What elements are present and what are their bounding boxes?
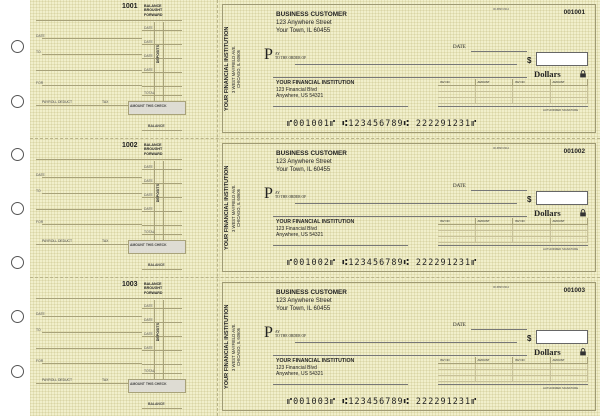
stub-payroll-label: PAYROLL DEDUCT (42, 239, 73, 243)
signature-label: AUTHORIZED SIGNATURE (543, 247, 579, 251)
stub-date-col: DATE (144, 40, 153, 44)
stub-tax-label: TAX (102, 239, 109, 243)
bank-address: 123 Financial Blvd Anywhere, US 54321 (276, 87, 324, 100)
stub-balance-forward: BALANCE BROUGHT FORWARD (144, 143, 163, 156)
pay-to-label: AY TO THE ORDER OF (275, 191, 307, 200)
stub-to-line[interactable] (42, 193, 142, 194)
stub-to-line[interactable] (42, 332, 142, 333)
stub-deposits-label: DEPOSITS (156, 184, 160, 203)
dollar-sign: $ (527, 195, 532, 204)
fractional-routing: 00-6897/2314 (492, 8, 509, 11)
stub-rule (142, 234, 182, 235)
stub-rule (36, 298, 146, 299)
stub-deposits-label: DEPOSITS (156, 45, 160, 64)
pay-initial: P (264, 185, 273, 202)
check-set (30, 278, 600, 416)
dollars-label: Dollars (534, 69, 561, 79)
stub-date-col: DATE (144, 193, 153, 197)
stub-rule (142, 373, 182, 374)
stub-for-label: FOR (36, 220, 44, 224)
amount-field[interactable] (536, 191, 588, 205)
stub-total-label: TOTAL (144, 230, 155, 234)
fractional-routing: 00-6897/2314 (492, 286, 509, 289)
stub-date-col: DATE (144, 68, 153, 72)
check-number: 001002 (563, 148, 585, 155)
pay-initial: P (264, 46, 273, 63)
payee-field[interactable] (295, 203, 517, 204)
stub-for-line[interactable] (42, 363, 142, 364)
signature-label: AUTHORIZED SIGNATURE (543, 386, 579, 390)
stub-rule (36, 244, 128, 245)
stub-amount-label: AMOUNT THIS CHECK (130, 243, 167, 247)
dollars-label: Dollars (534, 347, 561, 357)
stub-rule (142, 130, 182, 131)
stub-total-label: TOTAL (144, 369, 155, 373)
binder-hole (11, 40, 24, 53)
check (222, 4, 596, 133)
stub-deposits-label: DEPOSITS (156, 323, 160, 342)
stub-amount-label: AMOUNT THIS CHECK (130, 382, 167, 386)
stub-to-label: TO (36, 328, 41, 332)
invoice-table (438, 357, 588, 385)
payee-field[interactable] (295, 64, 517, 65)
micr-line: ⑈001003⑈ ⑆123456789⑆ 222291231⑈ (287, 396, 478, 406)
stub-to-label: TO (36, 189, 41, 193)
edge-bank-print: YOUR FINANCIAL INSTITUTION 3 WEST MAYFIELD AVE. CHICAGO, IL 60606 (224, 26, 241, 112)
stub-balance-forward: BALANCE BROUGHT FORWARD (144, 4, 163, 17)
padlock-icon (579, 70, 587, 78)
stub-date-col: DATE (144, 332, 153, 336)
micr-line: ⑈001001⑈ ⑆123456789⑆ 222291231⑈ (287, 118, 478, 128)
date-field[interactable] (471, 329, 527, 330)
check-stub (30, 0, 217, 138)
memo-field[interactable] (273, 245, 408, 246)
date-label: DATE (453, 45, 466, 50)
invoice-row[interactable] (438, 376, 588, 382)
stub-number: 1001 (122, 3, 138, 10)
customer-address: 123 Anywhere Street Your Town, IL 60455 (276, 20, 332, 34)
stub-amount-label: AMOUNT THIS CHECK (130, 104, 167, 108)
amount-words-field[interactable] (273, 355, 527, 356)
invoice-table (438, 79, 588, 107)
stub-rule (142, 298, 182, 299)
padlock-icon (579, 209, 587, 217)
check-stub (30, 278, 217, 416)
check (222, 143, 596, 272)
stub-date-label: DATE (36, 34, 45, 38)
edge-bank-print: YOUR FINANCIAL INSTITUTION 3 WEST MAYFIELD AVE. CHICAGO, IL 60606 (224, 165, 241, 251)
stub-balance-label: BALANCE (148, 124, 165, 128)
memo-field[interactable] (273, 384, 408, 385)
invoice-row[interactable] (438, 98, 588, 104)
stub-date-line[interactable] (42, 177, 142, 178)
edge-bank-print: YOUR FINANCIAL INSTITUTION 3 WEST MAYFIELD AVE. CHICAGO, IL 60606 (224, 304, 241, 390)
binder-hole (11, 95, 24, 108)
memo-field[interactable] (273, 106, 408, 107)
customer-name: BUSINESS CUSTOMER (276, 150, 347, 157)
stub-payroll-label: PAYROLL DEDUCT (42, 100, 73, 104)
stub-rule (36, 383, 128, 384)
dollar-sign: $ (527, 334, 532, 343)
stub-date-col: DATE (144, 179, 153, 183)
stub-for-line[interactable] (42, 85, 142, 86)
stub-rule (36, 105, 128, 106)
customer-name: BUSINESS CUSTOMER (276, 289, 347, 296)
bank-name: YOUR FINANCIAL INSTITUTION (276, 358, 355, 364)
pay-to-label: AY TO THE ORDER OF (275, 330, 307, 339)
binder-hole (11, 148, 24, 161)
stub-balance-forward: BALANCE BROUGHT FORWARD (144, 282, 163, 295)
pay-initial: P (264, 324, 273, 341)
stub-payroll-label: PAYROLL DEDUCT (42, 378, 73, 382)
invoice-table (438, 218, 588, 246)
fractional-routing: 00-6897/2314 (492, 147, 509, 150)
customer-name: BUSINESS CUSTOMER (276, 11, 347, 18)
stub-rule (142, 408, 182, 409)
stub-date-col: DATE (144, 318, 153, 322)
bank-name: YOUR FINANCIAL INSTITUTION (276, 219, 355, 225)
stub-date-line[interactable] (42, 38, 142, 39)
stub-to-line[interactable] (42, 54, 142, 55)
stub-number: 1003 (122, 281, 138, 288)
stub-balance-label: BALANCE (148, 263, 165, 267)
stub-total-label: TOTAL (144, 91, 155, 95)
date-field[interactable] (471, 190, 527, 191)
padlock-icon (579, 348, 587, 356)
check-set (30, 0, 600, 138)
signature-label: AUTHORIZED SIGNATURE (543, 108, 579, 112)
bank-address: 123 Financial Blvd Anywhere, US 54321 (276, 226, 324, 239)
stub-line (36, 209, 142, 210)
binder-hole (11, 202, 24, 215)
micr-line: ⑈001002⑈ ⑆123456789⑆ 222291231⑈ (287, 257, 478, 267)
date-label: DATE (453, 184, 466, 189)
invoice-header: INV NO AMOUNT INV NO AMOUNT (438, 218, 588, 225)
stub-rule (142, 269, 182, 270)
binder-hole (11, 365, 24, 378)
stub-date-col: DATE (144, 346, 153, 350)
stub-date-col: DATE (144, 165, 153, 169)
stub-rule (142, 20, 182, 21)
stub-rule (36, 159, 146, 160)
check-number: 001003 (563, 287, 585, 294)
stub-to-label: TO (36, 50, 41, 54)
stub-line (36, 70, 142, 71)
stub-date-col: DATE (144, 54, 153, 58)
stub-date-col: DATE (144, 26, 153, 30)
check-number: 001001 (563, 9, 585, 16)
stub-for-label: FOR (36, 81, 44, 85)
signature-field[interactable] (438, 106, 588, 107)
invoice-header: INV NO AMOUNT INV NO AMOUNT (438, 79, 588, 86)
invoice-header: INV NO AMOUNT INV NO AMOUNT (438, 357, 588, 364)
stub-number: 1002 (122, 142, 138, 149)
bank-name: YOUR FINANCIAL INSTITUTION (276, 80, 355, 86)
stub-for-label: FOR (36, 359, 44, 363)
stub-rule (36, 20, 146, 21)
bank-address: 123 Financial Blvd Anywhere, US 54321 (276, 365, 324, 378)
stub-date-label: DATE (36, 312, 45, 316)
binder-strip (0, 0, 30, 416)
binder-hole (11, 310, 24, 323)
amount-words-field[interactable] (273, 77, 527, 78)
stub-tax-label: TAX (102, 378, 109, 382)
dollars-label: Dollars (534, 208, 561, 218)
check (222, 282, 596, 411)
stub-line (36, 348, 142, 349)
stub-date-label: DATE (36, 173, 45, 177)
check-stub (30, 139, 217, 277)
signature-field[interactable] (438, 245, 588, 246)
dollar-sign: $ (527, 56, 532, 65)
binder-hole (11, 256, 24, 269)
stub-date-line[interactable] (42, 316, 142, 317)
stub-date-col: DATE (144, 207, 153, 211)
date-label: DATE (453, 323, 466, 328)
stub-date-col: DATE (144, 304, 153, 308)
payee-field[interactable] (295, 342, 517, 343)
stub-rule (142, 159, 182, 160)
customer-address: 123 Anywhere Street Your Town, IL 60455 (276, 159, 332, 173)
stub-tax-label: TAX (102, 100, 109, 104)
check-sheet (30, 0, 600, 416)
stub-rule (142, 95, 182, 96)
stub-for-line[interactable] (42, 224, 142, 225)
pay-to-label: AY TO THE ORDER OF (275, 52, 307, 61)
stub-balance-label: BALANCE (148, 402, 165, 406)
amount-field[interactable] (536, 330, 588, 344)
amount-words-field[interactable] (273, 216, 527, 217)
invoice-row[interactable] (438, 237, 588, 243)
customer-address: 123 Anywhere Street Your Town, IL 60455 (276, 298, 332, 312)
signature-field[interactable] (438, 384, 588, 385)
amount-field[interactable] (536, 52, 588, 66)
date-field[interactable] (471, 51, 527, 52)
check-set (30, 139, 600, 277)
